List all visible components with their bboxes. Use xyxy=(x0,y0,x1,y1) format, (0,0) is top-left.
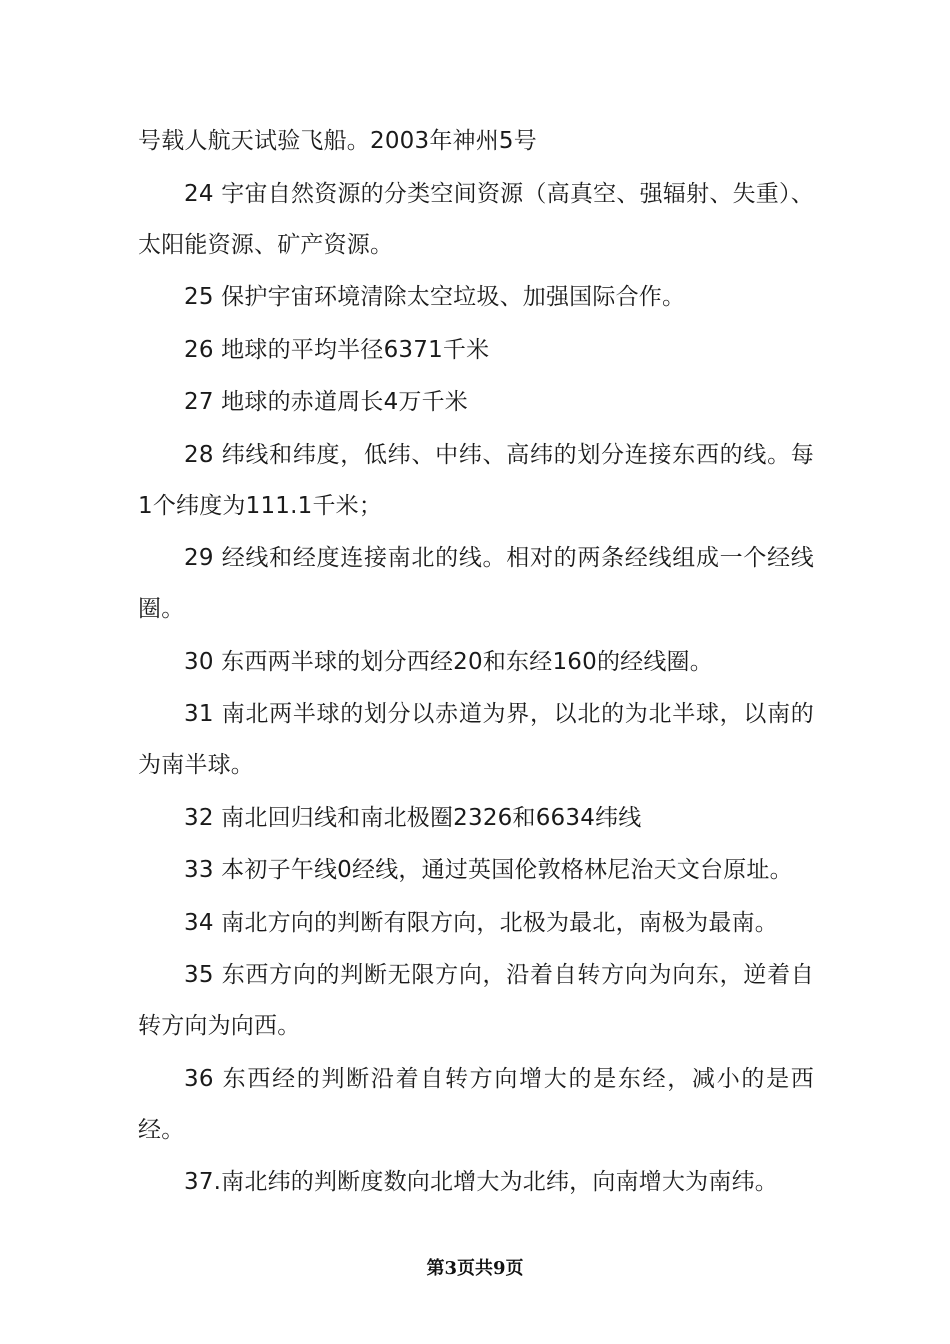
paragraph: 31 南北两半球的划分以赤道为界，以北的为北半球，以南的为南半球。 xyxy=(138,701,814,778)
paragraph: 27 地球的赤道周长4万千米 xyxy=(184,389,469,415)
paragraph: 号载人航天试验飞船。2003年神州5号 xyxy=(138,128,537,154)
paragraph: 36 东西经的判断沿着自转方向增大的是东经，减小的是西经。 xyxy=(138,1065,814,1143)
page-number: 第3页共9页 xyxy=(426,1258,524,1279)
paragraph: 24 宇宙自然资源的分类空间资源（高真空、强辐射、失重）、太阳能资源、矿产资源。 xyxy=(138,180,814,258)
document-body xyxy=(138,116,814,1210)
paragraph: 34 南北方向的判断有限方向，北极为最北，南极为最南。 xyxy=(184,909,778,936)
paragraph: 25 保护宇宙环境清除太空垃圾、加强国际合作。 xyxy=(184,284,686,310)
paragraph: 29 经线和经度连接南北的线。相对的两条经线组成一个经线圈。 xyxy=(138,545,814,622)
paragraph: 32 南北回归线和南北极圈2326和6634纬线 xyxy=(184,804,642,831)
paragraph: 37.南北纬的判断度数向北增大为北纬，向南增大为南纬。 xyxy=(184,1169,778,1195)
paragraph: 26 地球的平均半径6371千米 xyxy=(184,336,490,363)
paragraph: 30 东西两半球的划分西经20和东经160的经线圈。 xyxy=(184,648,713,675)
paragraph: 28 纬线和纬度，低纬、中纬、高纬的划分连接东西的线。每1个纬度为111.1千米； xyxy=(138,441,814,519)
paragraph: 35 东西方向的判断无限方向，沿着自转方向为向东，逆着自转方向为向西。 xyxy=(138,962,814,1039)
paragraph: 33 本初子午线0经线，通过英国伦敦格林尼治天文台原址。 xyxy=(184,857,793,883)
